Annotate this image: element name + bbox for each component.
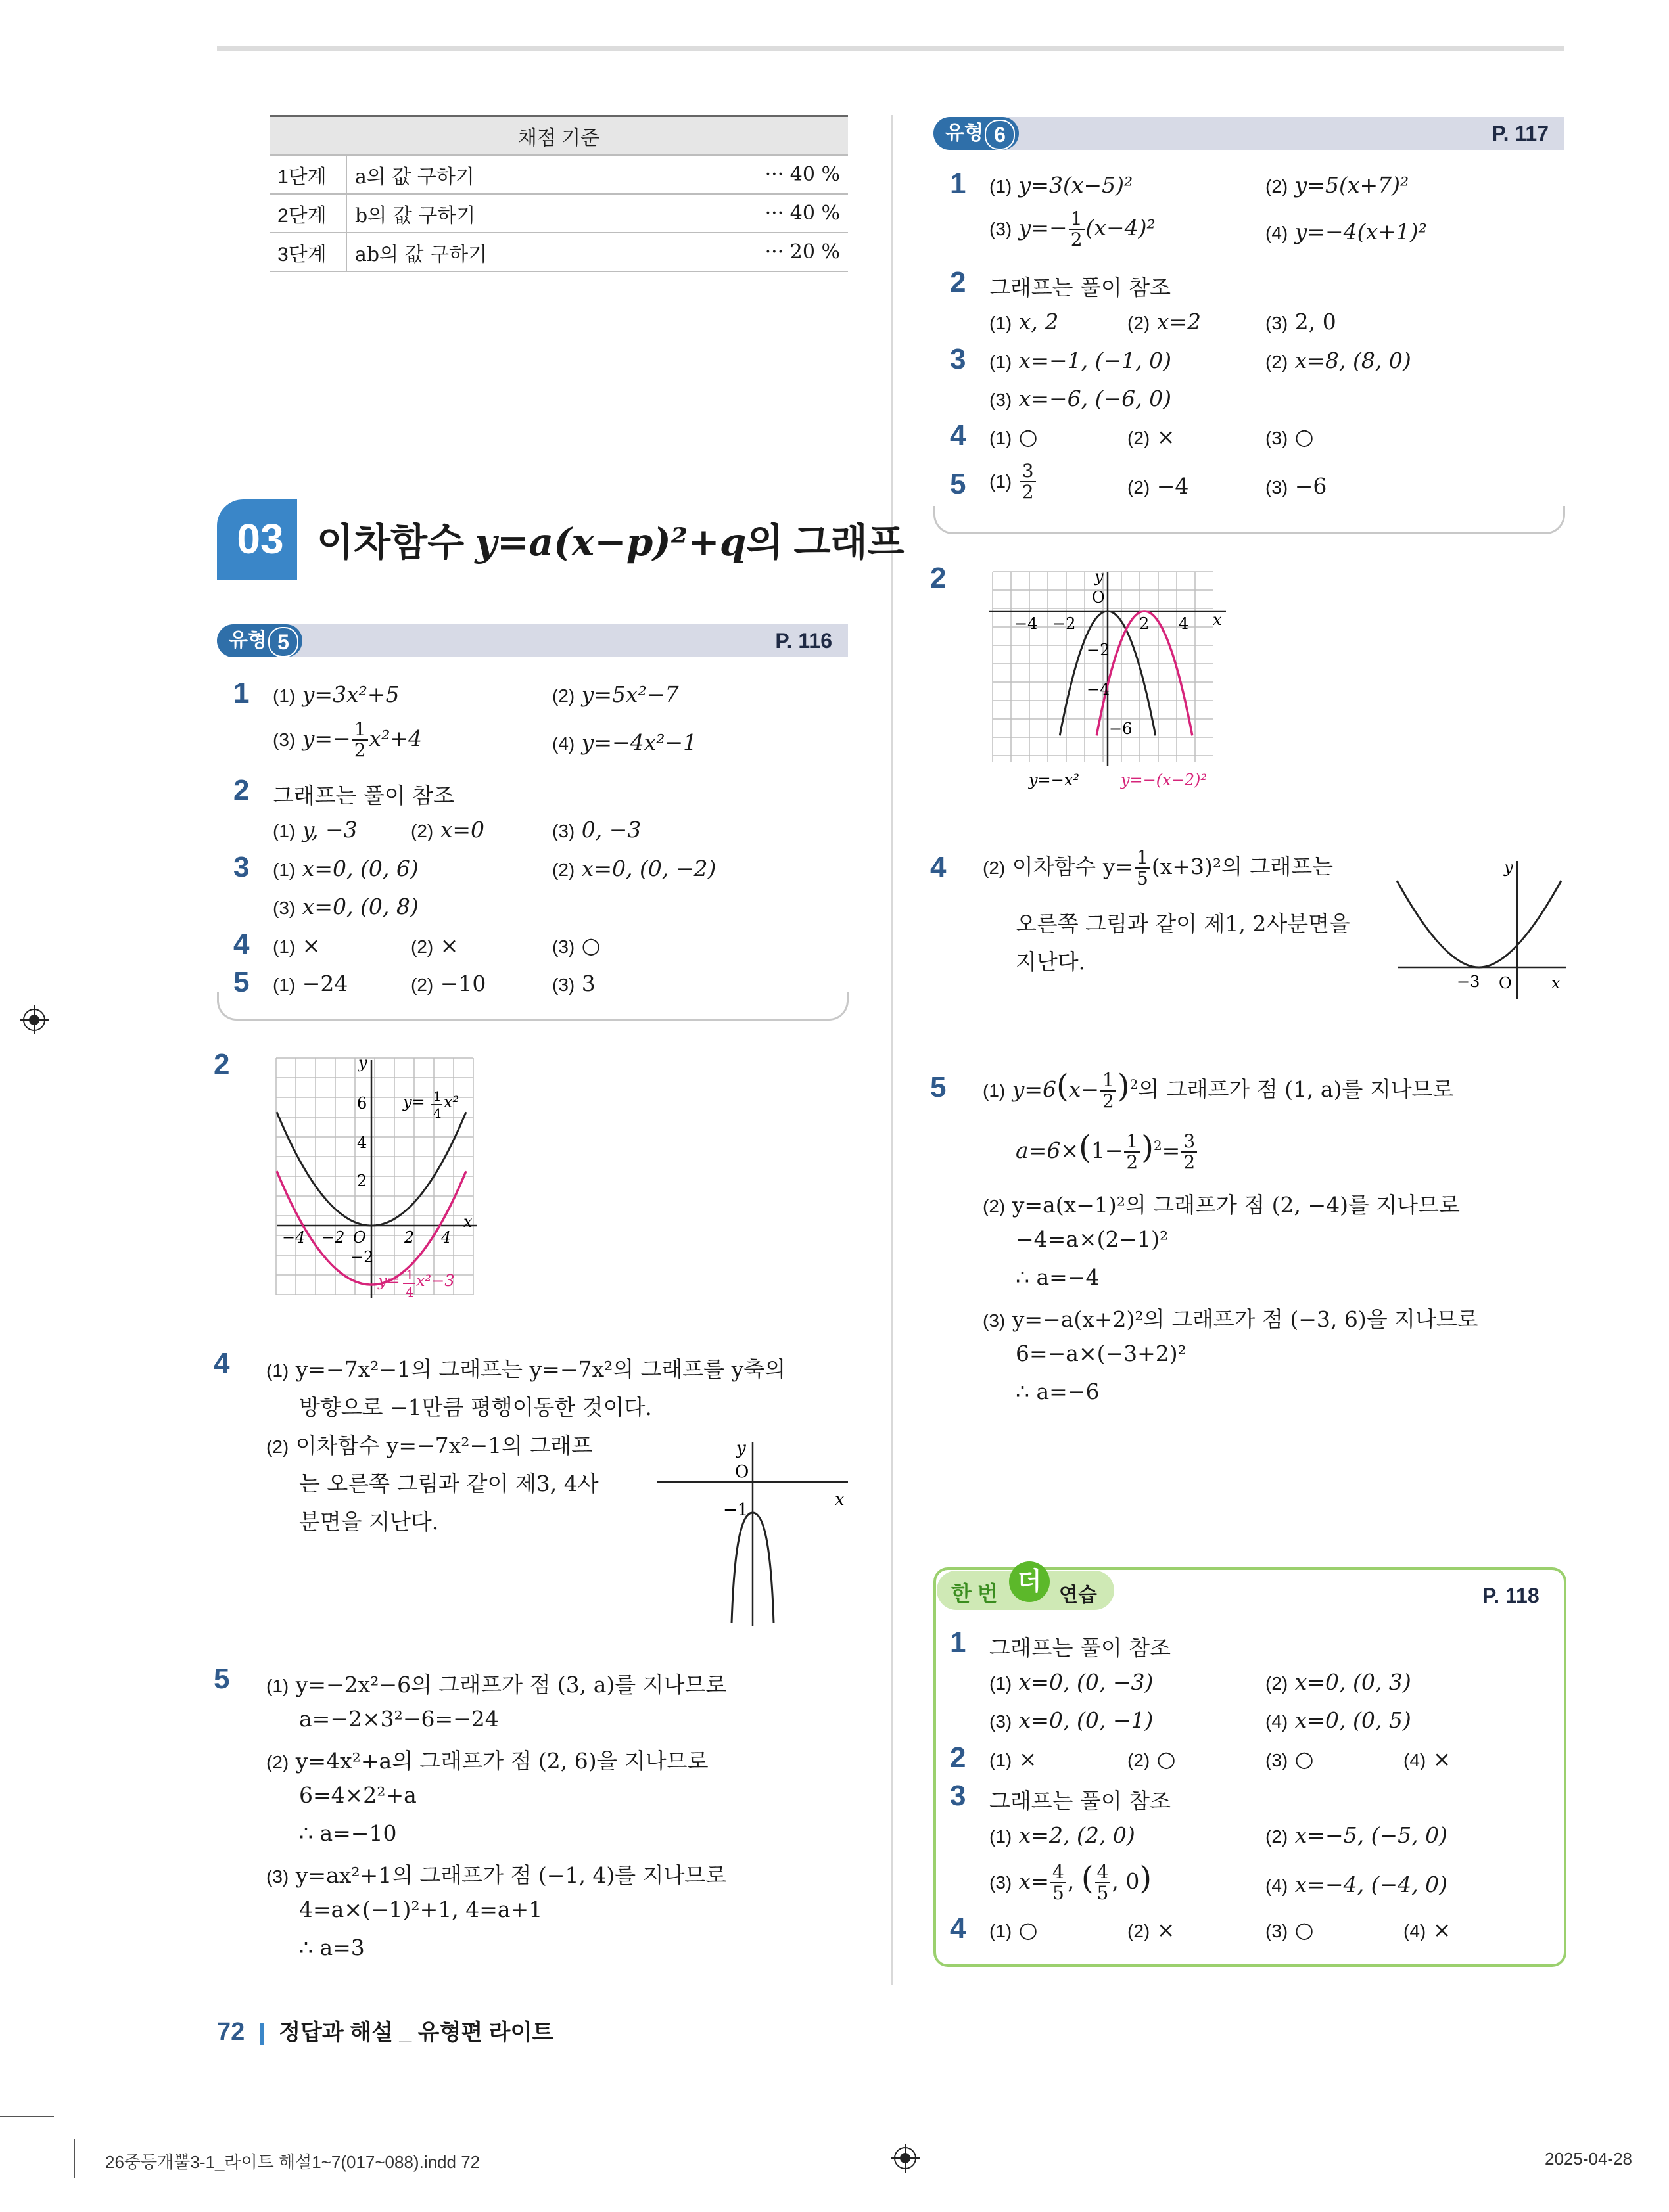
task-cell: a의 값 구하기 — [346, 155, 657, 194]
answer: (2) × — [1127, 1917, 1175, 1943]
solution-line: a=−2×3²−6=−24 — [299, 1706, 499, 1732]
step-cell: 3단계 — [270, 233, 346, 271]
pct-cell: ··· 40 % — [657, 194, 848, 233]
print-date: 2025-04-28 — [1545, 2149, 1632, 2169]
q-number: 5 — [214, 1663, 230, 1695]
practice-label: 연습 — [1059, 1584, 1097, 1606]
svg-text:y=−x²: y=−x² — [1029, 771, 1079, 789]
answer: (2) × — [1127, 424, 1175, 449]
page-ref: P. 118 — [1482, 1584, 1540, 1607]
type5-badge — [217, 624, 302, 657]
svg-text:y=: y= — [403, 1093, 425, 1111]
type-label: 유형 — [945, 122, 983, 144]
answer: (4) x=−4, (−4, 0) — [1265, 1872, 1447, 1897]
answer: (2) y=5x²−7 — [552, 681, 679, 707]
svg-text:1: 1 — [433, 1088, 442, 1104]
answer: (3) 3 — [552, 971, 596, 996]
practice-header — [937, 1568, 1114, 1610]
svg-text:−4: −4 — [1087, 680, 1110, 699]
graph-right-4 — [1394, 854, 1571, 1002]
crop-mark — [74, 2139, 75, 2178]
answer: (1) ○ — [989, 424, 1038, 449]
svg-text:y=−(x−2)²: y=−(x−2)² — [1121, 771, 1208, 789]
solution-line: 6=4×2²+a — [299, 1782, 417, 1808]
graph-right-2 — [989, 568, 1233, 798]
answer: (4) y=−4x²−1 — [552, 729, 697, 755]
answer: (3) ○ — [1265, 424, 1314, 449]
step-cell: 1단계 — [270, 155, 346, 194]
answer: (1) y=3x²+5 — [273, 681, 400, 707]
solution-line: (3) y=ax²+1의 그래프가 점 (−1, 4)를 지나므로 — [266, 1862, 727, 1888]
svg-text:O: O — [1499, 974, 1512, 992]
answer: (1) x=0, (0, −3) — [989, 1669, 1154, 1695]
answer: (1) −24 — [273, 971, 348, 996]
answer: (3) x= $\frac{4}{5}$ , ( $\frac{4}{5}$ , 0) — [989, 1860, 1152, 1904]
svg-text:x: x — [463, 1212, 473, 1231]
solution-line: ∴ a=−4 — [1016, 1264, 1100, 1290]
svg-text:−6: −6 — [1109, 720, 1133, 738]
answer: (3) 2, 0 — [1265, 309, 1336, 334]
grading-header: 채점 기준 — [270, 116, 848, 156]
answer: (3) −6 — [1265, 473, 1327, 499]
solution-line: a=6×(1− $\frac{1}{2}$ )$^2$= $\frac{3}{2}$ — [1016, 1129, 1198, 1172]
svg-text:y: y — [1504, 858, 1513, 877]
svg-text:4: 4 — [406, 1284, 414, 1300]
table-row — [270, 194, 848, 233]
answer: (2) x=0 — [411, 817, 484, 842]
page-ref: P. 116 — [775, 629, 832, 653]
svg-text:O: O — [735, 1462, 749, 1482]
top-rule — [217, 46, 1564, 51]
answer: (2) ○ — [1127, 1746, 1176, 1772]
answer: (3) ○ — [1265, 1746, 1314, 1772]
svg-text:−2: −2 — [350, 1248, 374, 1266]
answer-text: 그래프는 풀이 참조 — [989, 275, 1171, 300]
q-number: 4 — [950, 419, 966, 451]
answer: (2) −4 — [1127, 473, 1189, 499]
answer: (2) x=2 — [1127, 309, 1201, 334]
q-number: 3 — [233, 851, 250, 883]
answer: (1) x=2, (2, 0) — [989, 1822, 1135, 1848]
q-number: 2 — [233, 774, 250, 806]
table-row — [270, 155, 848, 194]
svg-text:O: O — [353, 1228, 366, 1247]
graph-left-2 — [273, 1055, 483, 1304]
section-number-badge — [217, 499, 297, 580]
answer: (3) ○ — [1265, 1917, 1314, 1943]
q-number: 5 — [930, 1071, 947, 1103]
practice-label: 한 번 — [951, 1582, 998, 1605]
answer: (2) x=8, (8, 0) — [1265, 348, 1411, 373]
answer: (2) −10 — [411, 971, 486, 996]
svg-text:2: 2 — [404, 1228, 415, 1247]
svg-text:−2: −2 — [1087, 641, 1110, 659]
footer-title: 정답과 해설 _ 유형편 라이트 — [279, 2020, 554, 2045]
answer: (2) y=5(x+7)² — [1265, 172, 1409, 198]
svg-text:−2: −2 — [321, 1228, 345, 1247]
solution-line: 방향으로 −1만큼 평행이동한 것이다. — [299, 1394, 652, 1420]
q-number: 5 — [950, 468, 966, 500]
page-footer — [217, 2014, 553, 2046]
svg-text:2: 2 — [357, 1172, 367, 1190]
type6-box-bottom — [933, 506, 1565, 534]
answer: (4) x=0, (0, 5) — [1265, 1707, 1411, 1733]
answer: (1) x=−1, (−1, 0) — [989, 348, 1171, 373]
q-number: 4 — [214, 1347, 230, 1379]
answer-text: 그래프는 풀이 참조 — [273, 783, 455, 808]
svg-text:x: x — [1213, 611, 1222, 629]
svg-text:−4: −4 — [1014, 614, 1038, 633]
section-title — [317, 511, 905, 566]
pct-cell: ··· 40 % — [657, 155, 848, 194]
svg-text:y=: y= — [378, 1272, 400, 1290]
svg-text:y: y — [736, 1439, 746, 1458]
svg-text:4: 4 — [433, 1105, 442, 1121]
crop-mark — [0, 2116, 54, 2117]
type6-bar — [933, 117, 1564, 150]
answer: (1) y=3(x−5)² — [989, 172, 1133, 198]
answer: (4) × — [1403, 1746, 1451, 1772]
svg-text:x: x — [835, 1490, 845, 1509]
grading-table — [270, 115, 848, 272]
type-number: 6 — [985, 120, 1015, 150]
q-number: 5 — [233, 966, 250, 998]
svg-text:−2: −2 — [1052, 614, 1076, 633]
solution-line: 오른쪽 그림과 같이 제1, 2사분면을 — [1016, 911, 1350, 936]
solution-line: ∴ a=3 — [299, 1935, 365, 1960]
q-number: 3 — [950, 343, 966, 375]
q-number: 2 — [930, 562, 947, 594]
q-number: 1 — [950, 1626, 966, 1659]
solution-line: −4=a×(2−1)² — [1016, 1226, 1169, 1252]
svg-text:−4: −4 — [282, 1228, 306, 1247]
q-number: 2 — [950, 1741, 966, 1774]
title-prefix: 이차함수 — [317, 521, 475, 564]
step-cell: 2단계 — [270, 194, 346, 233]
solution-line: 지난다. — [1016, 949, 1086, 975]
q-number: 2 — [214, 1048, 230, 1080]
answer: (1) ○ — [989, 1917, 1038, 1943]
q-number: 1 — [233, 677, 250, 709]
answer: (3) 0, −3 — [552, 817, 642, 842]
title-formula: y=a(x−p)²+q — [475, 520, 747, 565]
solution-line: ∴ a=−6 — [1016, 1379, 1100, 1404]
q-number: 4 — [233, 928, 250, 960]
answer: (1) x, 2 — [989, 309, 1059, 334]
type6-badge — [933, 117, 1019, 150]
answer: (4) × — [1403, 1917, 1451, 1943]
title-suffix: 의 그래프 — [746, 521, 905, 564]
svg-text:4: 4 — [1179, 614, 1189, 633]
graph-left-4 — [657, 1439, 855, 1630]
svg-text:x²: x² — [444, 1093, 459, 1111]
answer: (1) x=0, (0, 6) — [273, 856, 419, 881]
solution-line: (2) y=a(x−1)²의 그래프가 점 (2, −4)를 지나므로 — [983, 1192, 1460, 1218]
registration-mark-icon — [891, 2144, 920, 2173]
section-number: 03 — [237, 515, 284, 563]
svg-text:4: 4 — [441, 1228, 452, 1247]
practice-badge: 더 — [1009, 1561, 1050, 1602]
q-number: 1 — [950, 168, 966, 200]
file-slug: 26중등개뿔3-1_라이트 해설1~7(017~088).indd 72 — [105, 2152, 481, 2172]
svg-text:y: y — [358, 1055, 367, 1072]
type5-bar — [217, 624, 848, 657]
q-number: 4 — [950, 1912, 966, 1945]
solution-line: (2) y=4x²+a의 그래프가 점 (2, 6)을 지나므로 — [266, 1748, 709, 1774]
solution-line: (2) 이차함수 y=−7x²−1의 그래프 — [266, 1433, 593, 1458]
answer: (3) x=−6, (−6, 0) — [989, 386, 1171, 411]
solution-line: 6=−a×(−3+2)² — [1016, 1341, 1187, 1366]
type-number: 5 — [268, 627, 298, 657]
solution-line: 는 오른쪽 그림과 같이 제3, 4사 — [299, 1471, 599, 1496]
svg-text:−1: −1 — [723, 1500, 749, 1520]
answer: (2) x=−5, (−5, 0) — [1265, 1822, 1447, 1848]
answer: (3) x=0, (0, −1) — [989, 1707, 1154, 1733]
type5-box-bottom — [217, 992, 849, 1021]
q-number: 4 — [930, 851, 947, 883]
solution-line: 분면을 지난다. — [299, 1509, 439, 1534]
solution-line: (2) 이차함수 y= $\frac{1}{5}$ (x+3)²의 그래프는 — [983, 846, 1333, 889]
svg-text:1: 1 — [406, 1267, 414, 1283]
column-separator — [891, 115, 893, 1985]
answer: (3) y=− $\frac{1}{2}$ (x−4)² — [989, 208, 1156, 250]
answer: (1) × — [989, 1746, 1037, 1772]
solution-line: (3) y=−a(x+2)²의 그래프가 점 (−3, 6)을 지나므로 — [983, 1306, 1478, 1332]
q-number: 2 — [950, 266, 966, 298]
svg-text:6: 6 — [357, 1094, 367, 1113]
answer: (3) ○ — [552, 933, 601, 958]
q-number: 3 — [950, 1780, 966, 1812]
answer-text: 그래프는 풀이 참조 — [989, 1635, 1171, 1661]
type-label: 유형 — [229, 630, 267, 651]
pct-cell: ··· 20 % — [657, 233, 848, 271]
answer: (3) y=− $\frac{1}{2}$ x²+4 — [273, 718, 423, 761]
task-cell: b의 값 구하기 — [346, 194, 657, 233]
solution-line: (1) y=−7x²−1의 그래프는 y=−7x²의 그래프를 y축의 — [266, 1356, 786, 1382]
solution-line: ∴ a=−10 — [299, 1820, 397, 1846]
page-ref: P. 117 — [1492, 122, 1549, 145]
svg-text:4: 4 — [357, 1134, 367, 1152]
svg-text:y: y — [1094, 568, 1104, 586]
answer: (1) × — [273, 933, 321, 958]
svg-text:−3: −3 — [1457, 973, 1480, 991]
answer: (2) x=0, (0, 3) — [1265, 1669, 1411, 1695]
answer: (1) $\frac{3}{2}$ — [989, 461, 1037, 502]
svg-text:2: 2 — [1139, 614, 1150, 633]
table-row — [270, 233, 848, 271]
task-cell: ab의 값 구하기 — [346, 233, 657, 271]
page-number: 72 — [217, 2018, 245, 2046]
answer: (3) x=0, (0, 8) — [273, 894, 419, 919]
answer: (4) y=−4(x+1)² — [1265, 219, 1427, 244]
solution-line: (1) y=−2x²−6의 그래프가 점 (3, a)를 지나므로 — [266, 1672, 727, 1697]
solution-line: (1) y=6(x− $\frac{1}{2}$ )$^2$의 그래프가 점 (1, a)를 지나므로 — [983, 1068, 1454, 1112]
answer-text: 그래프는 풀이 참조 — [989, 1788, 1171, 1814]
svg-text:O: O — [1092, 588, 1105, 607]
registration-mark-icon — [20, 1005, 49, 1034]
svg-text:x: x — [1551, 974, 1561, 992]
solution-line: 4=a×(−1)²+1, 4=a+1 — [299, 1897, 543, 1922]
svg-text:x²−3: x²−3 — [416, 1272, 455, 1290]
answer: (2) x=0, (0, −2) — [552, 856, 717, 881]
answer: (1) y, −3 — [273, 817, 358, 842]
answer: (2) × — [411, 933, 459, 958]
